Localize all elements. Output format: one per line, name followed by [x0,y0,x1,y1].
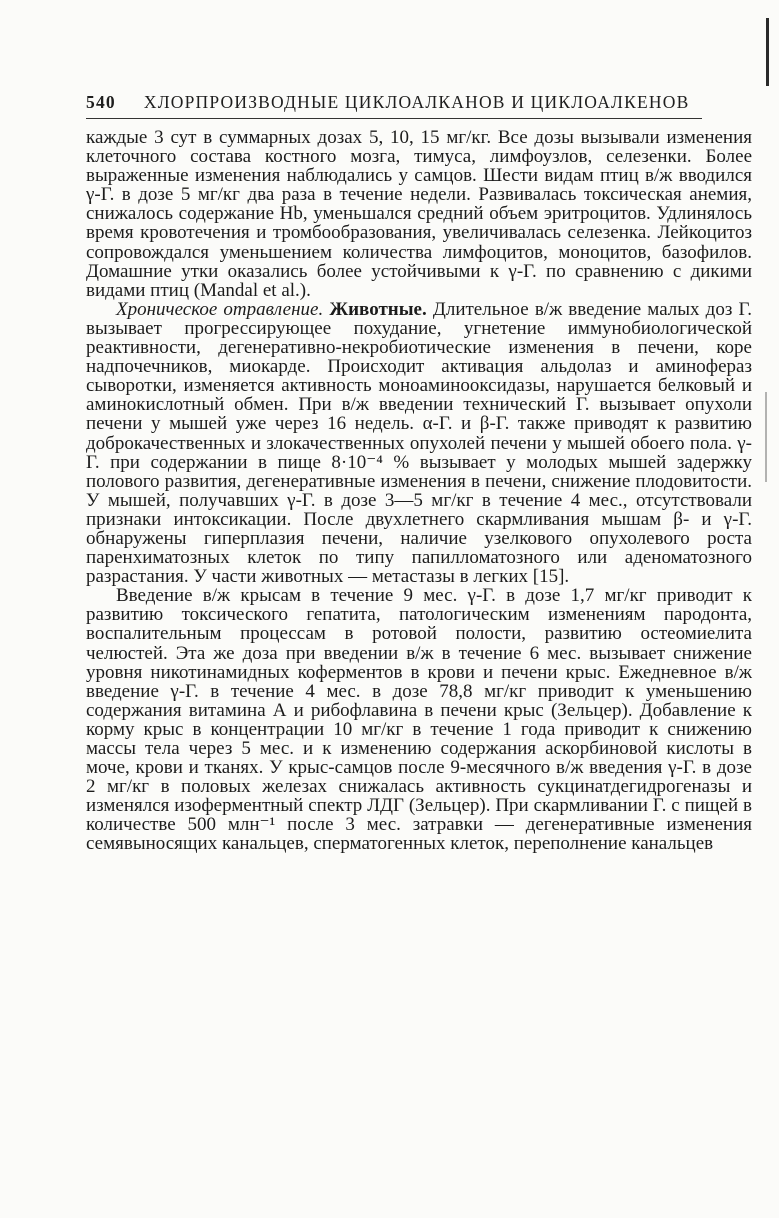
paragraph-3 [86,586,752,853]
paragraph-3-text: Введение в/ж крысам в течение 9 мес. γ-Г. в дозе 1,7 мг/кг приводит к развитию токсического гепатита, патологическим изменениям пародонта, воспалительным процессам в ротовой полости, развитию остеомиелита челюстей. Эта же доза при введении в/ж в течение 6 мес. вызывает снижение уровня никотинамидных коферментов в крови и печени крыс. Ежедневное в/ж введение γ-Г. в течение 4 мес. в дозе 78,8 мг/кг приводит к уменьшению содержания витамина А и рибофлавина в печени крыс (Зельцер). Добавление к корму крыс в концентрации 10 мг/кг в течение 1 года приводит к снижению массы тела через 5 мес. и к изменению содержания аскорбиновой кислоты в моче, крови и тканях. У крыс-самцов после 9-месячного в/ж введения γ-Г. в дозе 2 мг/кг в половых железах снижалась активность сукцинатдегидрогеназы и изменялся изоферментный спектр ЛДГ (Зельцер). При скармливании Г. с пищей в количестве 500 млн⁻¹ после 3 мес. затравки — дегенеративные изменения семявыносящих канальцев, сперматогенных клеток, переполнение канальцев [86,585,752,855]
paragraph-1 [86,128,752,300]
paragraph-2-lead-bold: Животные. [329,298,427,320]
paragraph-2 [86,300,752,586]
paragraph-1-text: каждые 3 сут в суммарных дозах 5, 10, 15 мг/кг. Все дозы вызывали изменения клеточного состава костного мозга, тимуса, лимфоузлов, селезенки. Более выраженные изменения наблюдались у самцов. Шести видам птиц в/ж вводился γ-Г. в дозе 5 мг/кг два раза в течение недели. Развивалась токсическая анемия, снижалось содержание Hb, уменьшался средний объем эритроцитов. Удлинялось время кровотечения и тромбообразования, увеличивалась селезенка. Лейкоцитоз сопровождался уменьшением количества лимфоцитов, моноцитов, базофилов. Домашние утки оказались более устойчивыми к γ-Г. по сравнению с дикими видами птиц (Mandal et al.). [86,127,752,301]
paragraph-2-lead-italic: Хроническое отравление. [116,298,324,320]
page-edge-line [766,18,769,86]
paragraph-2-text: Длительное в/ж введение малых доз Г. вызывает прогрессирующее похудание, угнетение иммунобиологической реактивности, дегенеративно-некробиотические изменения в печени, коре надпочечников, миокарде. Происходит активация альдолаз и аминофераз сыворотки, изменяется активность моноаминооксидазы, нарушается белковый и аминокислотный обмен. При в/ж введении технический Г. вызывает опухоли печени у мышей уже через 16 недель. α-Г. и β-Г. также приводят к развитию доброкачественных и злокачественных опухолей печени у мышей обоего пола. γ-Г. при содержании в пище 8·10⁻⁴ % вызывает у молодых мышей задержку полового развития, дегенеративные изменения в печени, снижение плодовитости. У мышей, получавших γ-Г. в дозе 3—5 мг/кг в течение 4 мес., отсутствовали признаки интоксикации. После двухлетнего скармливания мышам β- и γ-Г. обнаружены гиперплазия печени, наличие узелкового опухолевого роста паренхиматозных клеток по типу папилломатозного или аденоматозного разрастания. У части животных — метастазы в легких [15]. [86,298,753,588]
running-title: ХЛОРПРОИЗВОДНЫЕ ЦИКЛОАЛКАНОВ И ЦИКЛОАЛКЕНОВ [143,92,690,112]
page-number: 540 [86,92,116,112]
running-header [86,92,692,118]
header-rule [86,118,702,119]
page-edge-mark [765,392,767,482]
body-text [86,128,752,854]
